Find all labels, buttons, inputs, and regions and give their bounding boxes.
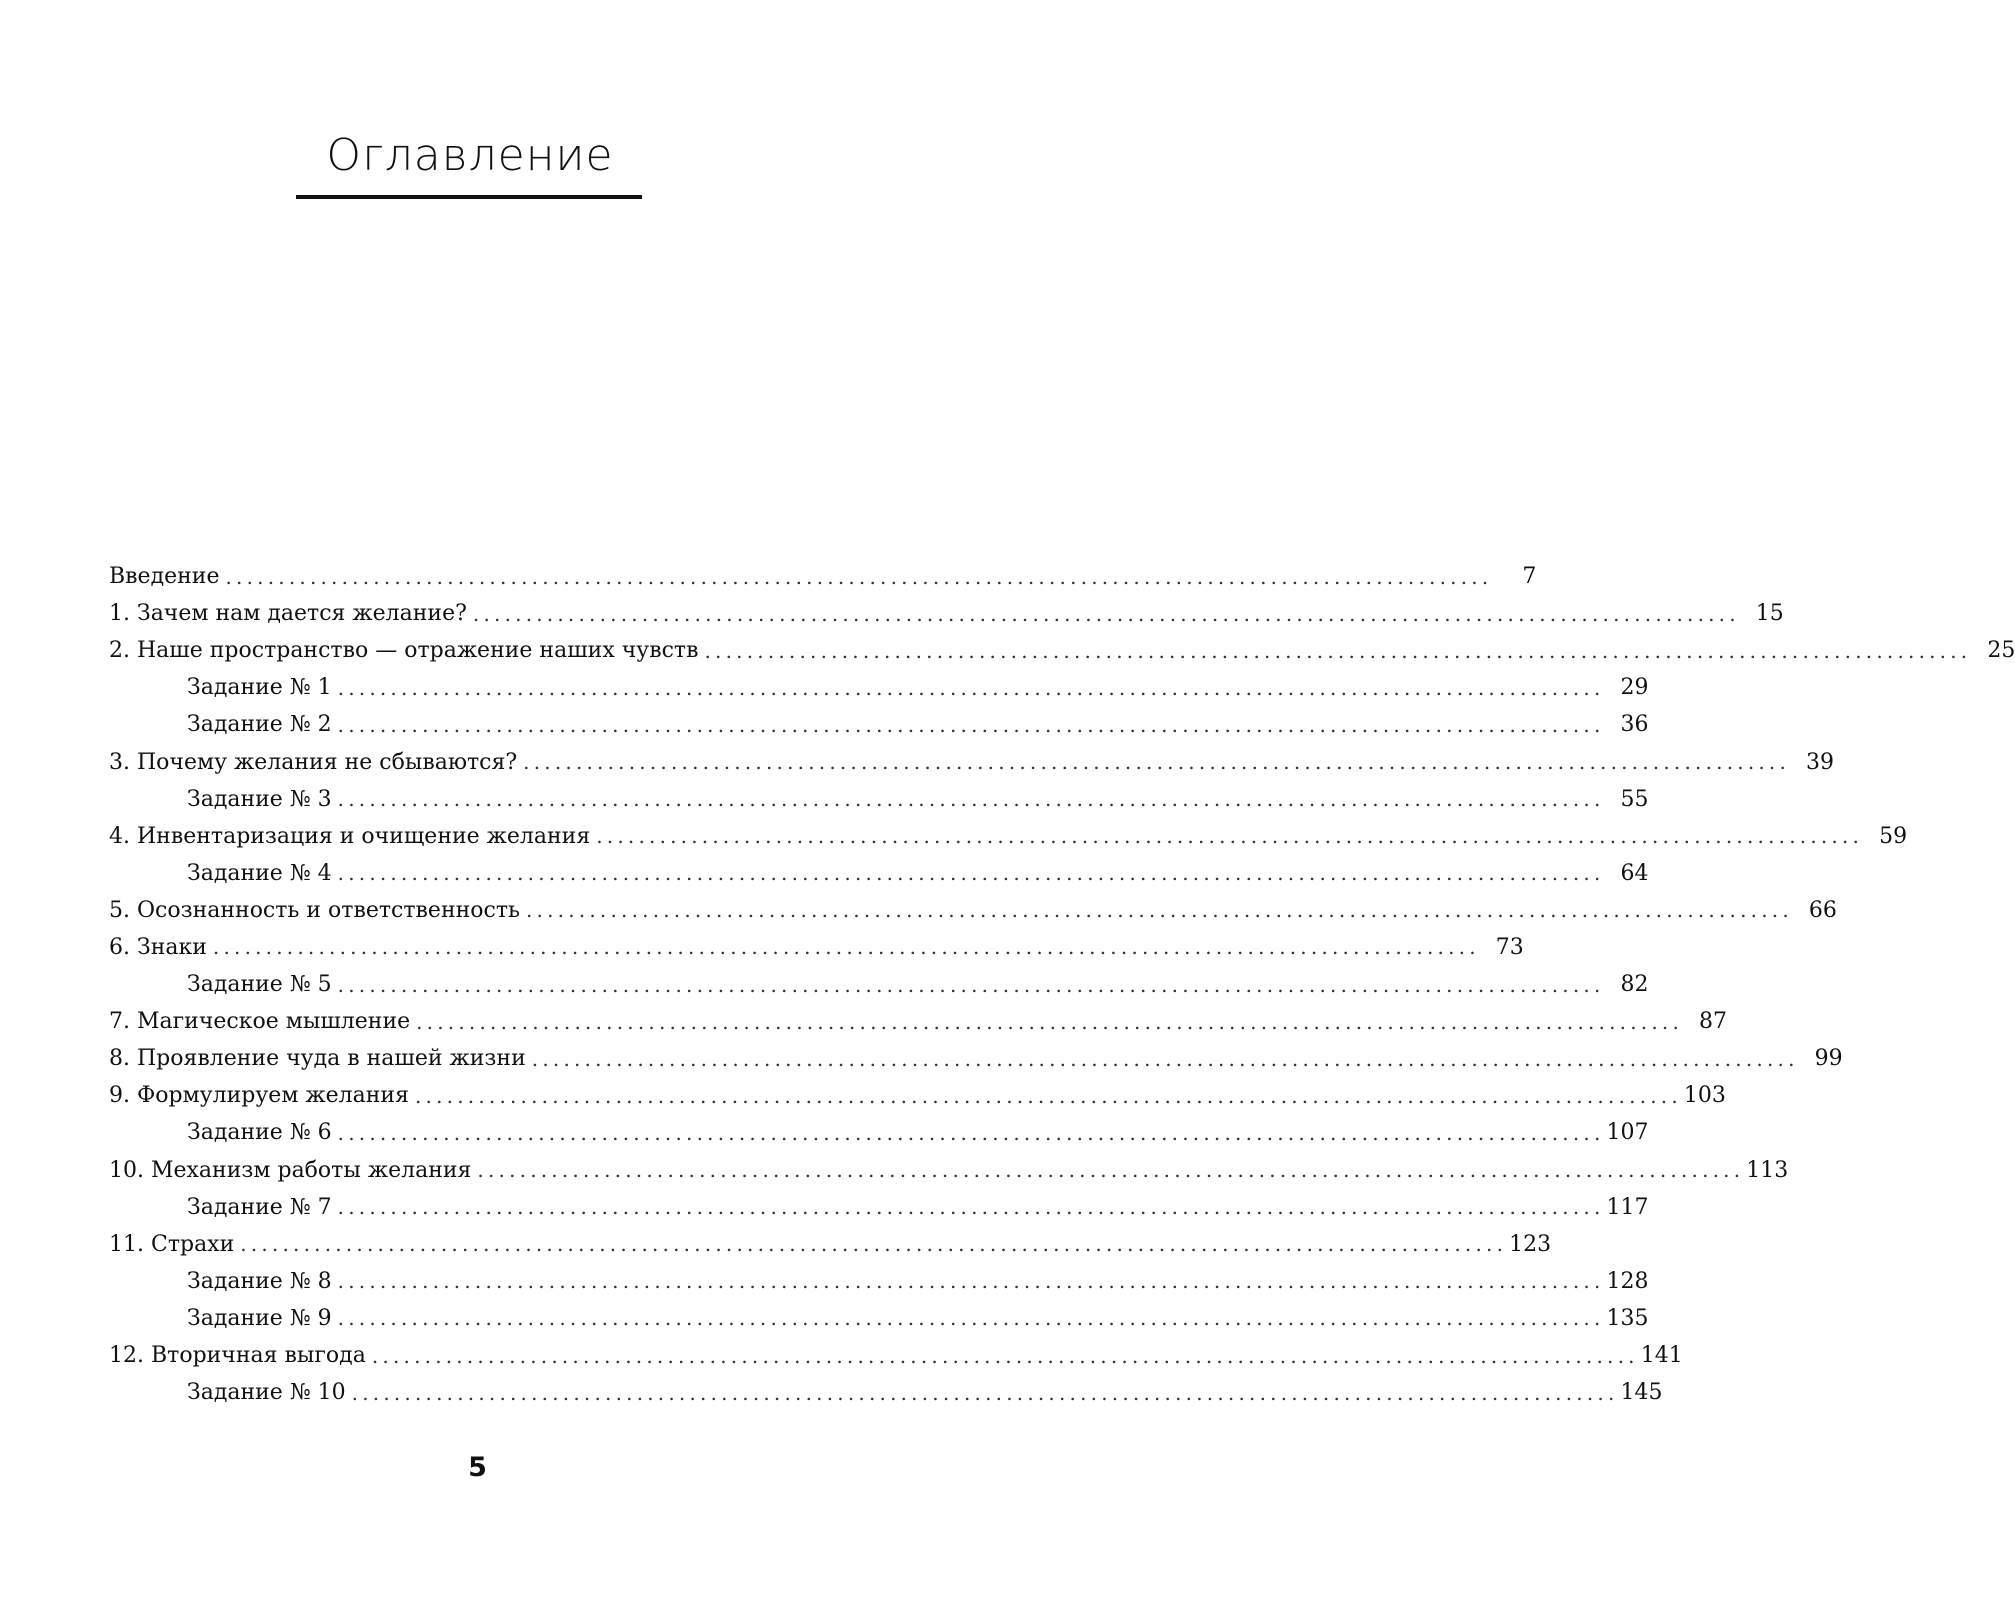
dot-leader: ........................................................................................................................ (472, 601, 1740, 626)
dot-leader: ........................................................................................................................ (371, 1343, 1639, 1368)
toc-subentry[interactable] (109, 966, 1649, 1003)
toc-entry-title: 9. Формулируем желания (109, 1083, 409, 1109)
dot-leader: ........................................................................................................................ (477, 1158, 1745, 1183)
toc-entry[interactable] (109, 1226, 1552, 1263)
toc-entry-page: 103 (1683, 1083, 1726, 1109)
toc-entry[interactable] (109, 1003, 1728, 1040)
toc-entry-title: 10. Механизм работы желания (109, 1157, 472, 1183)
toc-entry-title: 6. Знаки (109, 934, 207, 960)
toc-entry[interactable] (109, 1077, 1726, 1114)
toc-subentry[interactable] (109, 781, 1649, 818)
page-title: Оглавление (326, 130, 614, 181)
toc-entry-title: 11. Страхи (109, 1231, 235, 1257)
toc-entry-page: 123 (1509, 1231, 1552, 1257)
toc-entry-title: 3. Почему желания не сбываются? (109, 749, 518, 775)
toc-entry[interactable] (109, 1040, 1843, 1077)
dot-leader: ........................................................................................................................ (337, 787, 1605, 812)
dot-leader: ........................................................................................................................ (416, 1009, 1684, 1034)
toc-subentry[interactable] (109, 1114, 1649, 1151)
toc-entry-title: Задание № 3 (187, 786, 332, 812)
title-underline (296, 195, 642, 199)
toc-entry-page: 36 (1620, 712, 1649, 738)
toc-entry[interactable] (109, 929, 1524, 966)
toc-entry-page: 135 (1606, 1305, 1649, 1331)
toc-entry-title: Задание № 5 (187, 972, 332, 998)
dot-leader: ........................................................................................................................ (704, 638, 1972, 663)
toc-entry-page: 66 (1808, 897, 1837, 923)
toc-subentry[interactable] (109, 1263, 1649, 1300)
toc-entry[interactable] (109, 632, 2015, 669)
toc-subentry[interactable] (109, 1374, 1663, 1411)
toc-entry-title: 7. Магическое мышление (109, 1009, 411, 1035)
toc-entry-page: 87 (1699, 1009, 1728, 1035)
toc-entry-title: 5. Осознанность и ответственность (109, 897, 520, 923)
toc-entry[interactable] (109, 818, 1908, 855)
toc-entry-page: 82 (1620, 972, 1649, 998)
toc-entry[interactable] (109, 558, 1537, 595)
toc-entry-page: 117 (1606, 1194, 1649, 1220)
toc-subentry[interactable] (109, 855, 1649, 892)
page-number: 5 (468, 1452, 487, 1483)
toc-entry[interactable] (109, 1337, 1683, 1374)
dot-leader: ........................................................................................................................ (531, 1046, 1799, 1071)
dot-leader: ........................................................................................................................ (240, 1232, 1508, 1257)
dot-leader: ........................................................................................................................ (523, 750, 1791, 775)
dot-leader: ........................................................................................................................ (337, 1120, 1605, 1145)
toc-entry[interactable] (109, 892, 1837, 929)
dot-leader: ........................................................................................................................ (337, 1269, 1605, 1294)
dot-leader: ........................................................................................................................ (212, 935, 1480, 960)
toc-entry-title: Задание № 1 (187, 675, 332, 701)
toc-entry-page: 59 (1879, 823, 1908, 849)
toc-entry-title: 8. Проявление чуда в нашей жизни (109, 1046, 526, 1072)
toc-subentry[interactable] (109, 706, 1649, 743)
toc-entry-title: Задание № 2 (187, 712, 332, 738)
toc-entry-page: 25 (1987, 638, 2015, 664)
dot-leader: ........................................................................................................................ (337, 861, 1605, 886)
toc-entry[interactable] (109, 1152, 1789, 1189)
toc-entry-page: 145 (1620, 1380, 1663, 1406)
dot-leader: ........................................................................................................................ (596, 824, 1864, 849)
toc-entry-title: 12. Вторичная выгода (109, 1343, 366, 1369)
toc-entry-page: 99 (1814, 1046, 1843, 1072)
toc-entry-title: 2. Наше пространство — отражение наших чувств (109, 638, 699, 664)
toc-entry[interactable] (109, 743, 1835, 780)
toc-entry-page: 39 (1806, 749, 1835, 775)
toc-entry[interactable] (109, 595, 1784, 632)
dot-leader: ........................................................................................................................ (225, 564, 1493, 589)
toc-entry-page: 7 (1522, 564, 1537, 590)
toc-entry-title: Задание № 10 (187, 1380, 346, 1406)
toc-subentry[interactable] (109, 1300, 1649, 1337)
toc-entry-title: Задание № 4 (187, 860, 332, 886)
toc-entry-title: 4. Инвентаризация и очищение желания (109, 823, 591, 849)
dot-leader: ........................................................................................................................ (351, 1380, 1619, 1405)
toc-entry-page: 55 (1620, 786, 1649, 812)
toc-entry-page: 107 (1606, 1120, 1649, 1146)
toc-entry-title: Задание № 7 (187, 1194, 332, 1220)
dot-leader: ........................................................................................................................ (337, 675, 1605, 700)
dot-leader: ........................................................................................................................ (337, 712, 1605, 737)
toc-entry-page: 141 (1640, 1343, 1683, 1369)
toc-entry-page: 64 (1620, 860, 1649, 886)
toc-entry-title: Задание № 9 (187, 1305, 332, 1331)
dot-leader: ........................................................................................................................ (337, 1306, 1605, 1331)
dot-leader: ........................................................................................................................ (414, 1083, 1682, 1108)
toc-entry-page: 128 (1606, 1268, 1649, 1294)
toc-entry-title: Задание № 8 (187, 1268, 332, 1294)
toc-entry-title: Задание № 6 (187, 1120, 332, 1146)
dot-leader: ........................................................................................................................ (337, 1195, 1605, 1220)
dot-leader: ........................................................................................................................ (337, 972, 1605, 997)
toc-entry-page: 15 (1755, 601, 1784, 627)
table-of-contents (109, 558, 2015, 1411)
dot-leader: ........................................................................................................................ (526, 898, 1793, 923)
toc-entry-page: 73 (1495, 934, 1524, 960)
toc-subentry[interactable] (109, 1189, 1649, 1226)
toc-entry-page: 29 (1620, 675, 1649, 701)
toc-entry-title: 1. Зачем нам дается желание? (109, 601, 467, 627)
toc-entry-page: 113 (1746, 1157, 1789, 1183)
toc-entry-title: Введение (109, 564, 220, 590)
toc-subentry[interactable] (109, 669, 1649, 706)
